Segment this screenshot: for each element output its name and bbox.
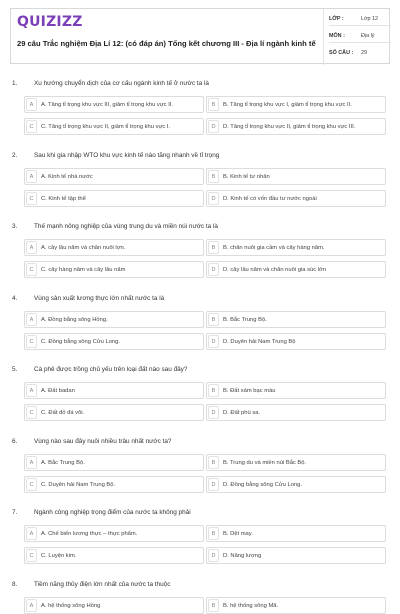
question-text: Vùng sản xuất lương thực lớn nhất nước ta là xyxy=(34,294,165,302)
answer-option-d[interactable] xyxy=(206,261,386,278)
option-text: D. Năng lượng xyxy=(223,553,262,559)
meta-value: 29 xyxy=(361,50,367,56)
answer-option-a[interactable] xyxy=(24,382,204,399)
option-letter-badge: A xyxy=(26,527,37,540)
answer-option-c[interactable] xyxy=(24,404,204,421)
meta-row-class xyxy=(329,9,391,26)
option-letter-badge: B xyxy=(208,241,219,254)
option-letter-badge: B xyxy=(208,313,219,326)
question-number: 6. xyxy=(12,437,18,445)
meta-value: Lớp 12 xyxy=(361,16,379,22)
option-letter-badge: B xyxy=(208,599,219,612)
option-letter-badge: C xyxy=(26,549,37,562)
answer-option-b[interactable] xyxy=(206,168,386,185)
option-text: D. Đồng bằng sông Cửu Long. xyxy=(223,481,302,488)
option-text: B. Đất xám bạc màu xyxy=(223,388,276,394)
option-text: C. Đồng bằng sông Cửu Long. xyxy=(41,338,120,345)
option-letter-badge: A xyxy=(26,170,37,183)
option-letter-badge: B xyxy=(208,384,219,397)
option-letter-badge: D xyxy=(208,406,219,419)
answer-option-d[interactable] xyxy=(206,476,386,493)
answer-option-d[interactable] xyxy=(206,404,386,421)
answer-option-b[interactable] xyxy=(206,382,386,399)
option-text: A. cây lâu năm và chăn nuôi lợn. xyxy=(41,245,126,251)
option-text: B. Bắc Trung Bộ. xyxy=(223,316,267,323)
question-text: Ngành công nghiệp trọng điểm của nước ta không phải xyxy=(34,509,191,516)
answer-option-c[interactable] xyxy=(24,547,204,564)
question-text: Vùng nào sau đây nuôi nhiều trâu nhất nước ta? xyxy=(34,437,172,445)
option-text: B. chăn nuôi gia cầm và cây hàng năm. xyxy=(223,245,325,251)
meta-label: LỚP : xyxy=(329,16,344,22)
answer-option-a[interactable] xyxy=(24,96,204,113)
answer-option-a[interactable] xyxy=(24,454,204,471)
meta-label: SỐ CÂU : xyxy=(329,50,354,56)
option-letter-badge: C xyxy=(26,406,37,419)
option-letter-badge: C xyxy=(26,263,37,276)
question-number: 7. xyxy=(12,509,18,516)
option-text: A. Đất badan xyxy=(41,388,75,394)
question-text: Cà phê được trồng chủ yếu trên loại đất nào sau đây? xyxy=(34,366,188,373)
answer-option-c[interactable] xyxy=(24,190,204,207)
option-letter-badge: D xyxy=(208,478,219,491)
option-letter-badge: C xyxy=(26,192,37,205)
answer-option-b[interactable] xyxy=(206,239,386,256)
meta-value: Địa lý xyxy=(361,33,375,39)
option-letter-badge: A xyxy=(26,384,37,397)
option-letter-badge: B xyxy=(208,98,219,111)
option-text: B. Kinh tế tư nhân xyxy=(223,173,270,180)
question-text: Xu hướng chuyển dịch của cơ cấu ngành kinh tế ở nước ta là xyxy=(34,80,209,87)
option-text: A. Tăng tỉ trọng khu vực III, giảm tỉ trọng khu vực II. xyxy=(41,102,174,108)
option-letter-badge: A xyxy=(26,313,37,326)
option-letter-badge: A xyxy=(26,456,37,469)
answer-option-d[interactable] xyxy=(206,333,386,350)
option-letter-badge: B xyxy=(208,527,219,540)
option-text: D. Tăng tỉ trọng khu vực II, giảm tỉ trọng khu vực III. xyxy=(223,124,356,130)
option-letter-badge: D xyxy=(208,192,219,205)
page-title: 29 câu Trắc nghiệm Địa Lí 12: (có đáp án) Tổng kết chương III - Địa lí ngành kinh tế xyxy=(17,39,316,48)
question-number: 8. xyxy=(12,580,18,588)
option-text: C. Luyện kim. xyxy=(41,553,77,559)
answer-option-d[interactable] xyxy=(206,190,386,207)
worksheet-header xyxy=(10,8,390,64)
option-text: C. Kinh tế tập thể xyxy=(41,195,86,202)
option-text: B. hệ thống sông Mã. xyxy=(223,602,279,609)
option-text: D. cây lâu năm và chăn nuôi gia súc lớn xyxy=(223,267,327,273)
option-letter-badge: A xyxy=(26,98,37,111)
answer-option-b[interactable] xyxy=(206,525,386,542)
question-number: 5. xyxy=(12,366,18,373)
option-letter-badge: B xyxy=(208,170,219,183)
option-letter-badge: C xyxy=(26,335,37,348)
question-number: 4. xyxy=(12,294,18,302)
option-text: A. Bắc Trung Bộ. xyxy=(41,459,85,466)
option-letter-badge: B xyxy=(208,456,219,469)
option-letter-badge: D xyxy=(208,335,219,348)
answer-option-b[interactable] xyxy=(206,311,386,328)
worksheet-meta xyxy=(329,9,391,65)
option-text: D. Duyên hải Nam Trung Bộ xyxy=(223,338,296,345)
answer-option-a[interactable] xyxy=(24,168,204,185)
meta-row-count xyxy=(329,43,391,60)
option-text: A. Chế biến lương thực – thực phẩm. xyxy=(41,531,138,537)
option-letter-badge: C xyxy=(26,478,37,491)
question-number: 2. xyxy=(12,151,18,159)
option-letter-badge: D xyxy=(208,120,219,133)
option-letter-badge: A xyxy=(26,241,37,254)
answer-option-c[interactable] xyxy=(24,118,204,135)
meta-row-subject xyxy=(329,26,391,43)
answer-option-b[interactable] xyxy=(206,96,386,113)
option-text: D. Đất phù sa. xyxy=(223,410,261,416)
answer-option-d[interactable] xyxy=(206,118,386,135)
answer-option-c[interactable] xyxy=(24,476,204,493)
answer-option-c[interactable] xyxy=(24,333,204,350)
option-text: A. Kinh tế nhà nước xyxy=(41,173,93,180)
option-text: B. Trung du và miền núi Bắc Bộ. xyxy=(223,459,307,466)
answer-option-b[interactable] xyxy=(206,597,386,614)
question-number: 1. xyxy=(12,80,18,87)
answer-option-a[interactable] xyxy=(24,525,204,542)
answer-option-a[interactable] xyxy=(24,311,204,328)
header-divider xyxy=(323,9,324,65)
option-text: B. Dệt may. xyxy=(223,531,253,537)
answer-option-a[interactable] xyxy=(24,239,204,256)
option-text: C. cây hàng năm và cây lâu năm xyxy=(41,267,126,273)
question-text: Sau khi gia nhập WTO khu vực kinh tế nào tăng nhanh về tỉ trọng xyxy=(34,151,220,159)
option-text: A. Đồng bằng sông Hồng. xyxy=(41,316,108,323)
option-text: B. Tăng tỉ trọng khu vực I, giảm tỉ trọng khu vực II. xyxy=(223,102,352,108)
question-number: 3. xyxy=(12,223,18,230)
option-letter-badge: D xyxy=(208,549,219,562)
option-text: A. hệ thống sông Hồng xyxy=(41,602,101,609)
option-letter-badge: A xyxy=(26,599,37,612)
option-text: C. Tăng tỉ trọng khu vực II, giảm tỉ trọng khu vực I. xyxy=(41,124,171,130)
option-text: C. Đất đỏ đá vôi. xyxy=(41,410,85,416)
option-text: C. Duyên hải Nam Trung Bộ. xyxy=(41,481,116,488)
question-text: Tiềm năng thủy điện lớn nhất của nước ta thuộc xyxy=(34,580,171,588)
answer-option-a[interactable] xyxy=(24,597,204,614)
meta-label: MÔN : xyxy=(329,33,345,39)
option-text: D. Kinh tế có vốn đầu tư nước ngoài xyxy=(223,195,317,202)
option-letter-badge: C xyxy=(26,120,37,133)
answer-option-b[interactable] xyxy=(206,454,386,471)
question-text: Thế mạnh nông nghiệp của vùng trung du và miền núi nước ta là xyxy=(34,223,218,230)
answer-option-d[interactable] xyxy=(206,547,386,564)
quizizz-logo: QUIZIZZ xyxy=(17,14,83,30)
answer-option-c[interactable] xyxy=(24,261,204,278)
option-letter-badge: D xyxy=(208,263,219,276)
